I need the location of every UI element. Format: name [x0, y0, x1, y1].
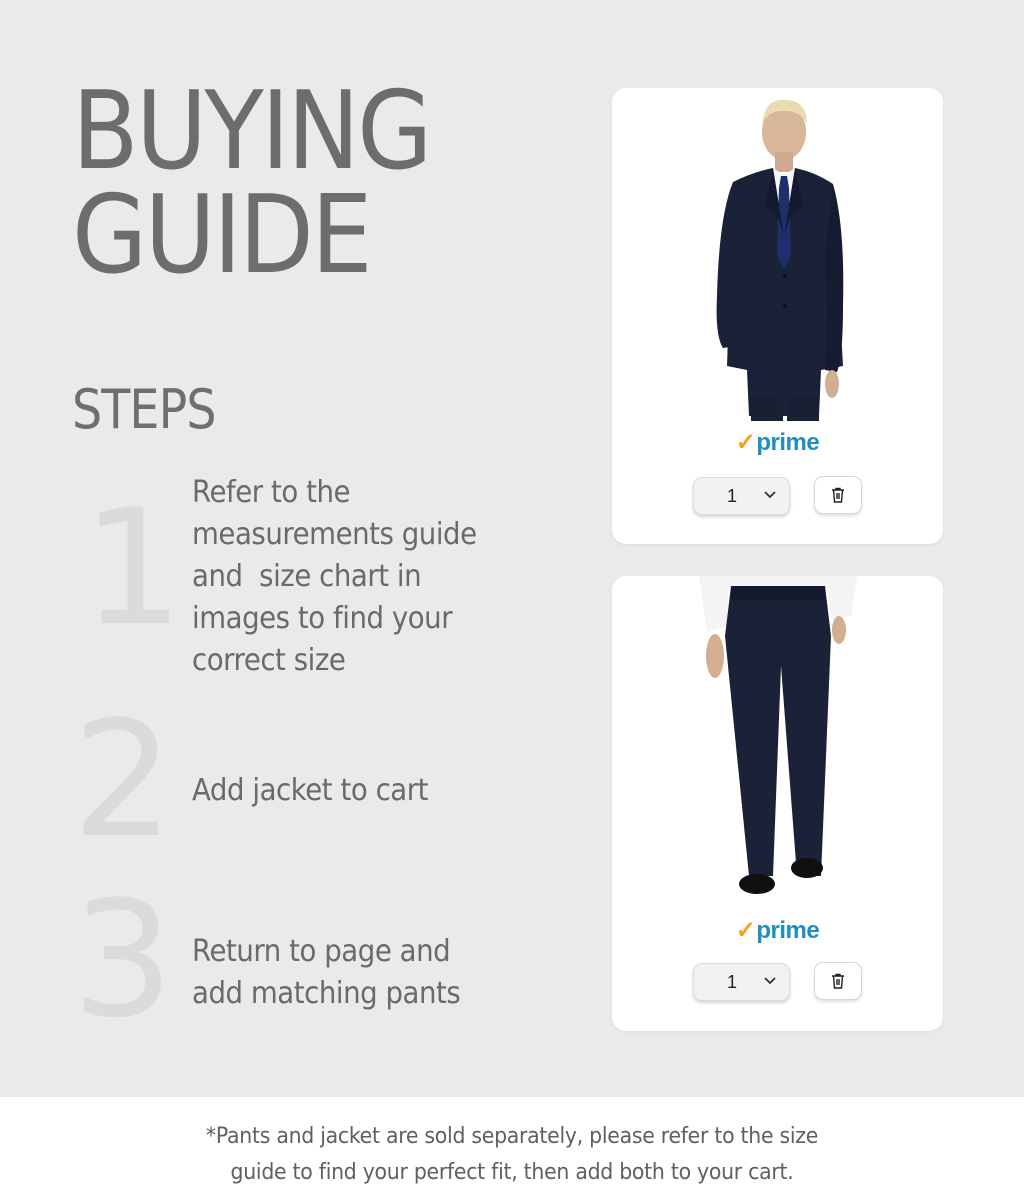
- trash-icon: [831, 973, 845, 989]
- jacket-product-card: [612, 88, 943, 544]
- quantity-select[interactable]: [693, 963, 790, 1001]
- quantity-value: 1: [727, 972, 738, 992]
- pants-product-card: [612, 576, 943, 1031]
- step-2-text: [192, 770, 523, 812]
- step-1-line: and size chart in: [192, 559, 422, 594]
- quantity-value: 1: [727, 486, 738, 506]
- step-2-number: 2: [72, 686, 174, 873]
- prime-check-icon: ✓: [735, 917, 756, 944]
- quantity-select[interactable]: [693, 477, 790, 515]
- step-1-number: 1: [82, 474, 184, 661]
- step-3-line: add matching pants: [192, 976, 461, 1011]
- footer-note: [0, 1097, 1024, 1186]
- step-1-text: [192, 472, 523, 682]
- page-title: [72, 69, 430, 298]
- prime-label: prime: [756, 429, 820, 456]
- step-3-line: Return to page and: [192, 934, 451, 969]
- step-2-line: Add jacket to cart: [192, 773, 429, 808]
- delete-button[interactable]: [814, 476, 862, 514]
- step-1-line: correct size: [192, 643, 346, 678]
- chevron-down-icon: [764, 977, 776, 985]
- step-1-line: images to find your: [192, 601, 453, 636]
- title-line-2: GUIDE: [72, 173, 370, 298]
- prime-label: prime: [756, 917, 820, 944]
- delete-button[interactable]: [814, 962, 862, 1000]
- pants-model-image: [693, 576, 863, 898]
- prime-badge: [612, 428, 943, 457]
- chevron-down-icon: [764, 491, 776, 499]
- trash-icon: [831, 487, 845, 503]
- prime-badge: [612, 916, 943, 945]
- footer-line-1: *Pants and jacket are sold separately, please refer to the size: [205, 1124, 819, 1149]
- step-1-line: measurements guide: [192, 517, 477, 552]
- step-1-line: Refer to the: [192, 475, 350, 510]
- prime-check-icon: ✓: [735, 429, 756, 456]
- step-3-text: [192, 931, 523, 1015]
- step-3-number: 3: [72, 866, 174, 1053]
- footer-line-2: guide to find your perfect fit, then add both to your cart.: [230, 1160, 794, 1185]
- jacket-model-image: [693, 96, 863, 421]
- steps-heading: STEPS: [72, 378, 216, 441]
- title-line-1: BUYING: [72, 69, 430, 194]
